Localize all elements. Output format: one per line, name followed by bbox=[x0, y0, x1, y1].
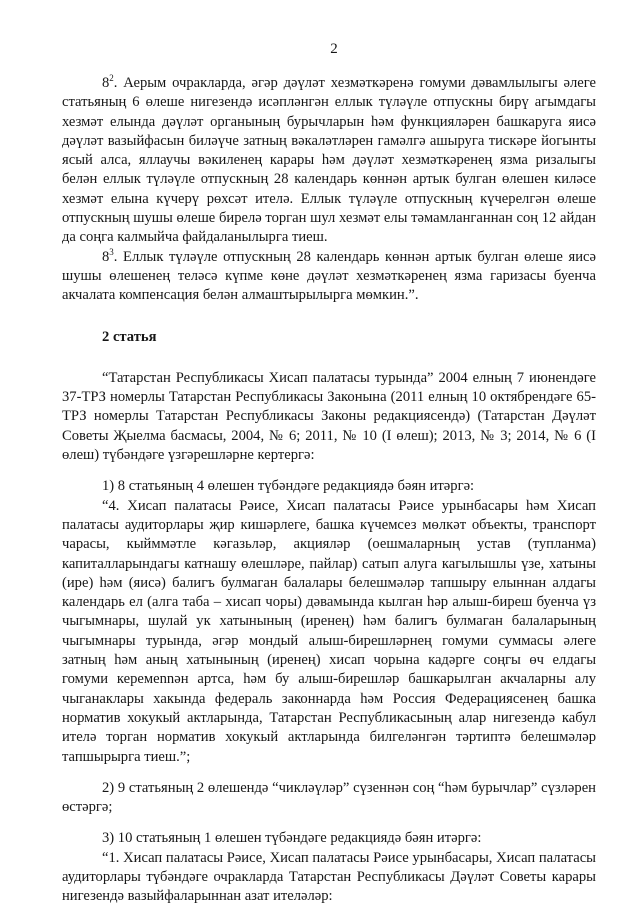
article-heading: 2 статья bbox=[102, 328, 157, 345]
item-1-intro: 1) 8 статьяның 4 өлешен түбәндәге редакциядә бәян итәргә: bbox=[102, 478, 475, 495]
paragraph-text: . Аерым очракларда, әгәр дәүләт хезмәткәренә гомуми дәвамлылыгы әлеге статьяның 6 өлеше нигезендә исәпләнгән еллык түләүле отпускны бирү агымдагы хезмәт елында дәүләт органының бурычларын һәм функцияләрен башкаруга яисә дәүләт вазыйфасын биләүче затның вәкаләтләрен гамәлгә ашыруга тискәре йогынты ясый алса, яллаучы вәкиленең карары һәм дәүләт хезмәткәренең язма ризалыгы белән еллык түләүле отпускның 28 календарь көннән артык булган өлешен киләсе хезмәт елына күчерү рөхсәт ителә. Еллык түләүле отпускның күчерелгән өлеше отпускның шушы өлеше бирелә торган шул хезмәт елы тәмамланганнан соң 12 айдан да соңга калмыйча файдаланылырга тиеш. bbox=[62, 75, 596, 246]
paragraph-8-2 bbox=[62, 74, 596, 248]
paragraph-superscript: 2 bbox=[109, 73, 114, 83]
paragraph-number: 8 bbox=[102, 248, 110, 265]
paragraph-number: 8 bbox=[102, 75, 110, 91]
item-2: 2) 9 статьяның 2 өлешендә “чикләүләр” сүзеннән соң “һәм бурычлар” сүзләрен өстәргә; bbox=[62, 779, 596, 816]
page-number: 2 bbox=[330, 41, 338, 57]
paragraph-superscript: 3 bbox=[109, 246, 114, 257]
item-3-quote: “1. Хисап палатасы Рәисе, Хисап палатасы Рәисе урынбасары, Хисап палатасы аудиторлары түбәндәге очракларда Татарстан Республикасы Дәүләт Советы карары нигезендә вазыйфаларыннан азат ителәләр: bbox=[62, 849, 596, 905]
article-intro: “Татарстан Республикасы Хисап палатасы турында” 2004 елның 7 июнендәге 37-ТРЗ номерлы Татарстан Республикасы Законына (2011 елның 10 октябрендәге 65-ТРЗ номерлы Татарстан Республикасы Законы редакциясендә) (Татарстан Дәүләт Советы Җыелма басмасы, 2004, № 6; 2011, № 10 (I өлеш); 2013, № 3; 2014, № 6 (I өлеш) түбәндәге үзгәрешләрне кертергә: bbox=[62, 369, 596, 464]
paragraph-text: . Еллык түләүле отпускның 28 календарь көннән артык булган өлеше яисә шушы өлешенең теләсә күпме көне дәүләт хезмәткәренең язма гаризасы буенча акчалата компенсация белән алмаштырылырга мөмкин.”. bbox=[62, 248, 596, 304]
item-3-intro: 3) 10 статьяның 1 өлешен түбәндәге редакциядә бәян итәргә: bbox=[102, 830, 482, 847]
paragraph-8-3 bbox=[62, 248, 596, 306]
item-1-quote: “4. Хисап палатасы Рәисе, Хисап палатасы Рәисе урынбасары һәм Хисап палатасы аудиторлары җир кишәрлеге, башка күчемсез мөлкәт объекты, транспорт чарасы, кыйммәтле кәгазьләр, акцияләр (оешмаларның устав (тупланма) капиталларындагы катнашу өлешләре, пайлар) сатып алуга кагылышлы үзе, хатыны (ире) һәм (яисә) балигъ булмаган балалары белешмәләр тапшыру елыннан алдагы календарь ел (алга таба – хисап чоры) дәвамында кылган һәр алыш-биреш буенча үз чыгымнары, шулай ук хатынының (иренең) һәм балигъ булмаган балаларының чыгымнары турында, әгәр мондый алыш-бирешләрнең гомуми суммасы әлеге затның һәм аның хатынының (иренең) хисап чорына кадәрге соңгы өч елдагы гомуми керемennән артса, һәм бу алыш-бирешләр башкарылган акчаларны алу чыганаклары хакында федераль законнарда һәм Россия Федерациясенең башка норматив хокукый актларында, Татарстан Республикасының алар нигезендә кабул ителә торган норматив хокукый актларында билгеләнгән тәртиптә белешмәләр тапшырырга тиеш.”; bbox=[62, 497, 596, 765]
